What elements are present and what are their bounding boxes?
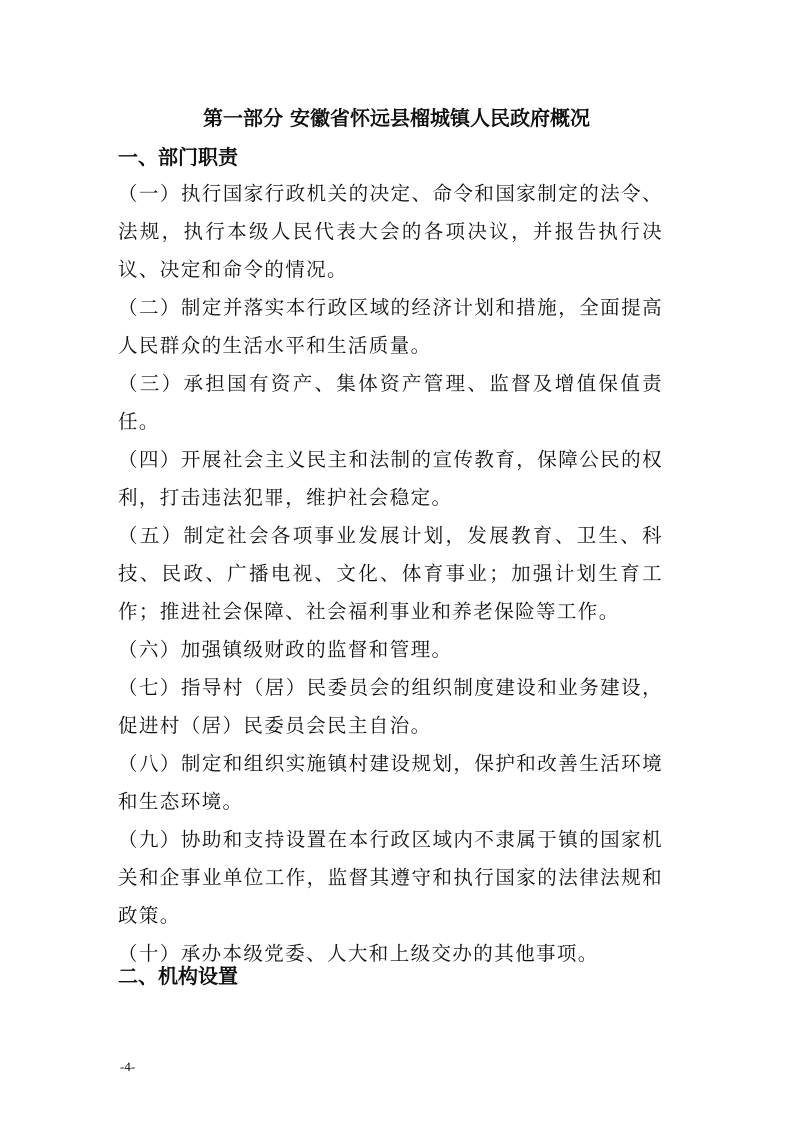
- section-heading-duties: 一、部门职责: [118, 145, 238, 169]
- section-heading-organization: 二、机构设置: [118, 964, 238, 988]
- duty-paragraph-7: （七）指导村（居）民委员会的组织制度建设和业务建设，促进村（居）民委员会民主自治。: [118, 676, 663, 737]
- duty-paragraph-2: （二）制定并落实本行政区域的经济计划和措施，全面提高人民群众的生活水平和生活质量。: [118, 296, 663, 357]
- duty-paragraph-9: （九）协助和支持设置在本行政区域内不隶属于镇的国家机关和企事业单位工作，监督其遵守和执行国家的法律法规和政策。: [118, 828, 663, 927]
- duty-paragraph-4: （四）开展社会主义民主和法制的宣传教育，保障公民的权利，打击违法犯罪，维护社会稳定。: [118, 448, 663, 509]
- duty-paragraph-10: （十）承办本级党委、人大和上级交办的其他事项。: [118, 942, 599, 965]
- duty-paragraph-5: （五）制定社会各项事业发展计划，发展教育、卫生、科技、民政、广播电视、文化、体育事业；加强计划生育工作；推进社会保障、社会福利事业和养老保险等工作。: [118, 524, 663, 623]
- duty-paragraph-3: （三）承担国有资产、集体资产管理、监督及增值保值责任。: [118, 372, 663, 433]
- page-title: 第一部分 安徽省怀远县榴城镇人民政府概况: [203, 106, 590, 130]
- duty-paragraph-6: （六）加强镇级财政的监督和管理。: [118, 638, 453, 661]
- duty-paragraph-8: （八）制定和组织实施镇村建设规划，保护和改善生活环境和生态环境。: [118, 752, 663, 813]
- duty-paragraph-1: （一）执行国家行政机关的决定、命令和国家制定的法令、法规，执行本级人民代表大会的各项决议，并报告执行决议、决定和命令的情况。: [118, 182, 663, 281]
- page-number: -4-: [120, 1059, 136, 1074]
